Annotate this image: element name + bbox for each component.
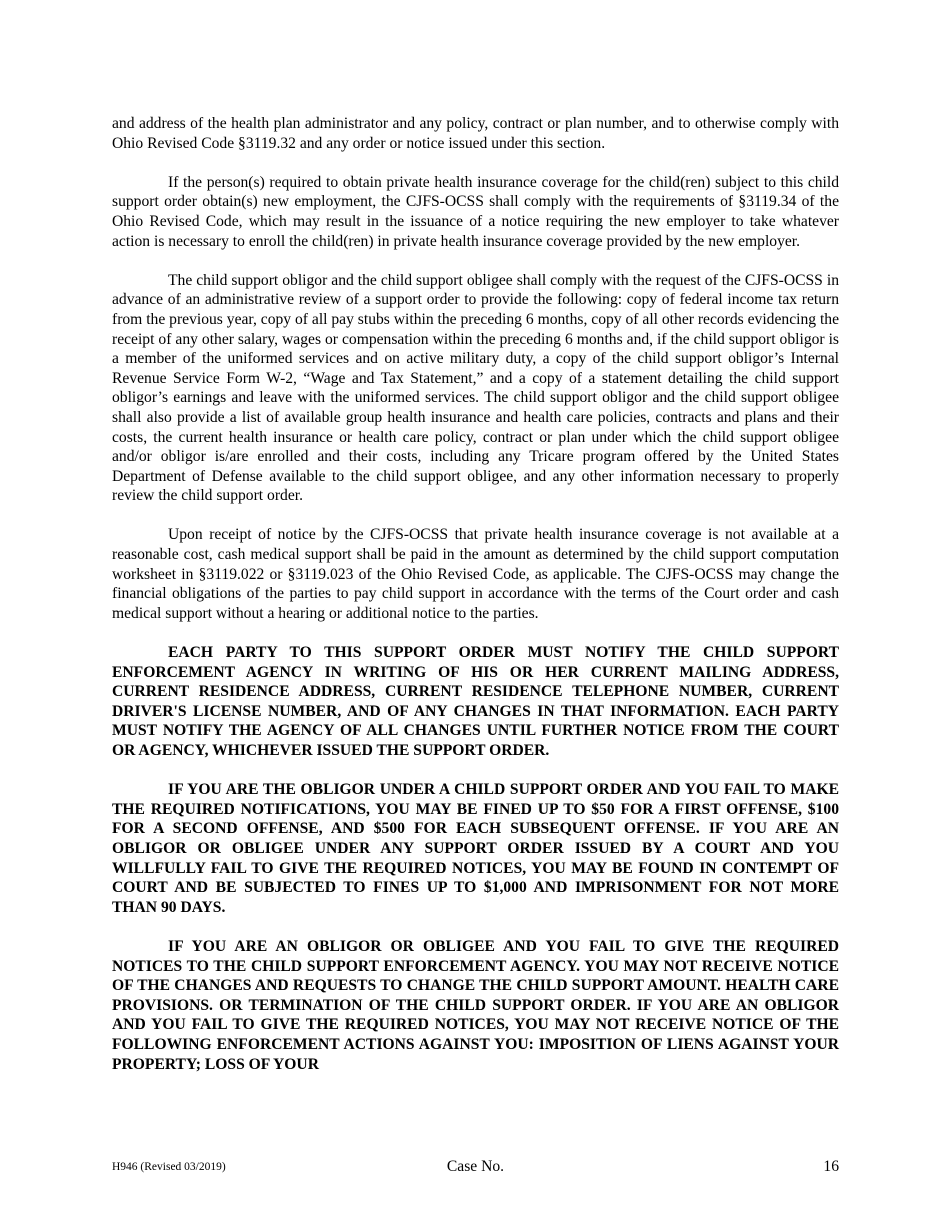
paragraph-spacer bbox=[112, 623, 839, 643]
paragraph-administrative-review: The child support obligor and the child support obligee shall comply with the request of the CJFS-OCSS in advance of an administrative review of a support order to provide the following: copy of federal income tax return from the previous year, copy of all pay stubs within the preceding 6 months, copy of all other records evidencing the receipt of any other salary, wages or compensation within the preceding 6 months and, if the child support obligor is a member of the uniformed services and on active military duty, a copy of the child support obligor’s Internal Revenue Service Form W-2, “Wage and Tax Statement,” and a copy of a statement detailing the child support obligor’s earnings and leave with the uniformed services. The child support obligor and the child support obligee shall also provide a list of available group health insurance and health care policies, contracts and plans and their costs, the current health insurance or health care policy, contract or plan under which the child support obligee and/or obligor is/are enrolled and their costs, including any Tricare program offered by the United States Department of Defense available to the child support obligee, and any other information necessary to properly review the child support order. bbox=[112, 271, 839, 505]
paragraph-cash-medical-support: Upon receipt of notice by the CJFS-OCSS that private health insurance coverage is not available at a reasonable cost, cash medical support shall be paid in the amount as determined by the child support computation worksheet in §3119.022 or §3119.023 of the Ohio Revised Code, as applicable. The CJFS-OCSS may change the financial obligations of the parties to pay child support in accordance with the terms of the Court order and cash medical support without a hearing or additional notice to the parties. bbox=[112, 526, 839, 622]
paragraph-spacer bbox=[112, 153, 839, 173]
page-footer bbox=[112, 1158, 839, 1182]
case-number-label: Case No. bbox=[446, 1158, 505, 1175]
paragraph-spacer bbox=[112, 761, 839, 781]
notice-enforcement-actions: IF YOU ARE AN OBLIGOR OR OBLIGEE AND YOU FAIL TO GIVE THE REQUIRED NOTICES TO THE CHILD SUPPORT ENFORCEMENT AGENCY. YOU MAY NOT RECEIVE NOTICE OF THE CHANGES AND REQUESTS TO CHANGE THE CHILD SUPPORT AMOUNT. HEALTH CARE PROVISIONS. OR TERMINATION OF THE CHILD SUPPORT ORDER. IF YOU ARE AN OBLIGOR AND YOU FAIL TO GIVE THE REQUIRED NOTICES, YOU MAY NOT RECEIVE NOTICE OF THE FOLLOWING ENFORCEMENT ACTIONS AGAINST YOU: IMPOSITION OF LIENS AGAINST YOUR PROPERTY; LOSS OF YOUR bbox=[112, 937, 839, 1073]
document-page bbox=[112, 114, 839, 1074]
notice-notify-agency: EACH PARTY TO THIS SUPPORT ORDER MUST NOTIFY THE CHILD SUPPORT ENFORCEMENT AGENCY IN WRITING OF HIS OR HER CURRENT MAILING ADDRESS, CURRENT RESIDENCE ADDRESS, CURRENT RESIDENCE TELEPHONE NUMBER, CURRENT DRIVER'S LICENSE NUMBER, AND OF ANY CHANGES IN THAT INFORMATION. EACH PARTY MUST NOTIFY THE AGENCY OF ALL CHANGES UNTIL FURTHER NOTICE FROM THE COURT OR AGENCY, WHICHEVER ISSUED THE SUPPORT ORDER. bbox=[112, 644, 839, 759]
paragraph-spacer bbox=[112, 251, 839, 271]
paragraph-spacer bbox=[112, 506, 839, 526]
paragraph-new-employment: If the person(s) required to obtain private health insurance coverage for the child(ren) subject to this child support order obtain(s) new employment, the CJFS-OCSS shall comply with the requirements of §3119.34 of the Ohio Revised Code, which may result in the issuance of a notice requiring the new employer to take whatever action is necessary to enroll the child(ren) in private health insurance coverage provided by the new employer. bbox=[112, 173, 839, 250]
form-identifier: H946 (Revised 03/2019) bbox=[112, 1161, 226, 1173]
page-number: 16 bbox=[823, 1158, 839, 1175]
notice-fines-contempt: IF YOU ARE THE OBLIGOR UNDER A CHILD SUPPORT ORDER AND YOU FAIL TO MAKE THE REQUIRED NOTIFICATIONS, YOU MAY BE FINED UP TO $50 FOR A FIRST OFFENSE, $100 FOR A SECOND OFFENSE, AND $500 FOR EACH SUBSEQUENT OFFENSE. IF YOU ARE AN OBLIGOR OR OBLIGEE UNDER ANY SUPPORT ORDER ISSUED BY A COURT AND YOU WILLFULLY FAIL TO GIVE THE REQUIRED NOTICES, YOU MAY BE FOUND IN CONTEMPT OF COURT AND BE SUBJECTED TO FINES UP TO $1,000 AND IMPRISONMENT FOR NOT MORE THAN 90 DAYS. bbox=[112, 781, 839, 916]
paragraph-health-plan-info: and address of the health plan administrator and any policy, contract or plan number, and to otherwise comply with Ohio Revised Code §3119.32 and any order or notice issued under this section. bbox=[112, 115, 839, 152]
paragraph-spacer bbox=[112, 917, 839, 937]
